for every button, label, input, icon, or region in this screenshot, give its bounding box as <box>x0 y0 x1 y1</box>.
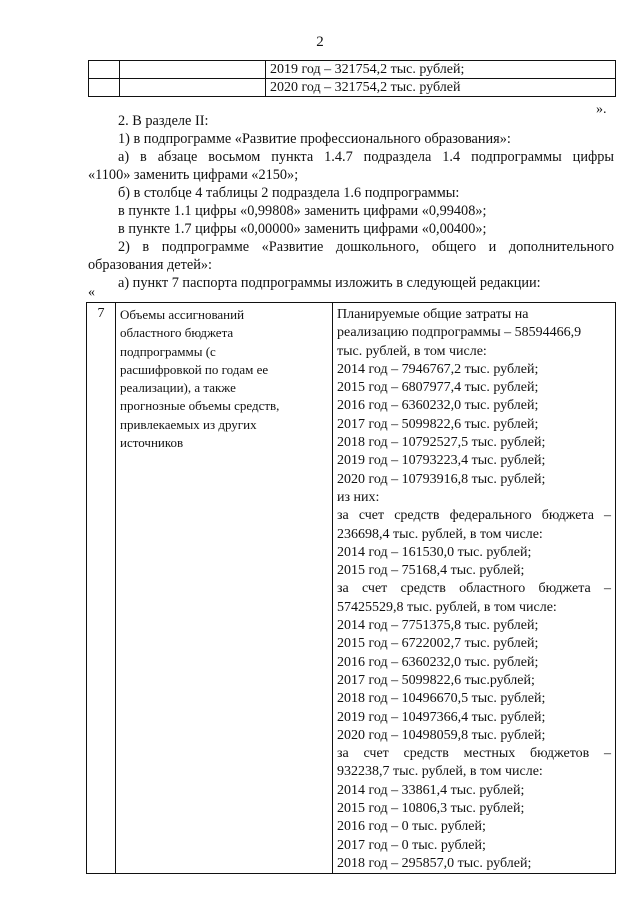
funding-line: 2019 год – 10793223,4 тыс. рублей; <box>337 453 546 469</box>
description-line: привлекаемых из других <box>120 416 257 432</box>
funding-line: 2018 год – 10792527,5 тыс. рублей; <box>337 435 546 451</box>
description-line: Объемы ассигнований <box>120 307 245 322</box>
closing-quote: ». <box>596 102 607 117</box>
table-cell-empty <box>120 79 266 97</box>
funding-line: 2016 год – 0 тыс. рублей; <box>337 819 486 835</box>
funding-description-cell <box>116 303 333 874</box>
funding-line: 2017 год – 5099822,6 тыс.рублей; <box>337 672 535 688</box>
funding-line: 2015 год – 6722002,7 тыс. рублей; <box>337 636 539 652</box>
paragraph: а) пункт 7 паспорта подпрограммы изложить в следующей редакции: <box>118 275 541 291</box>
paragraph: 2) в подпрограмме «Развитие дошкольного, общего и дополнительного <box>118 239 614 255</box>
paragraph: 2. В разделе II: <box>118 113 209 129</box>
funding-line: за счет средств федерального бюджета – <box>337 508 611 524</box>
paragraph: в пункте 1.7 цифры «0,00000» заменить цифрами «0,00400»; <box>118 221 487 237</box>
funding-line: 2014 год – 7946767,2 тыс. рублей; <box>337 361 539 377</box>
funding-line: Планируемые общие затраты на <box>337 307 529 322</box>
passport-table <box>86 302 616 874</box>
table-cell-empty <box>89 61 120 79</box>
funding-line: 2015 год – 10806,3 тыс. рублей; <box>337 801 525 817</box>
paragraph: в пункте 1.1 цифры «0,99808» заменить цифрами «0,99408»; <box>118 203 487 219</box>
paragraph: б) в столбце 4 таблицы 2 подраздела 1.6 подпрограммы: <box>118 185 460 201</box>
funding-line: 932238,7 тыс. рублей, в том числе: <box>337 764 543 780</box>
paragraph: а) в абзаце восьмом пункта 1.4.7 подраздела 1.4 подпрограммы цифры <box>118 149 614 165</box>
paragraph: 1) в подпрограмме «Развитие профессионального образования»: <box>118 131 511 147</box>
funding-line: за счет средств областного бюджета – <box>337 581 611 597</box>
funding-line: 2020 год – 10498059,8 тыс. рублей; <box>337 727 546 743</box>
funding-line: реализацию подпрограммы – 58594466,9 <box>337 325 582 341</box>
funding-line: 2014 год – 161530,0 тыс. рублей; <box>337 544 532 560</box>
funding-line: 2017 год – 0 тыс. рублей; <box>337 837 486 853</box>
description-line: подпрограммы (с <box>120 343 216 359</box>
continuation-table <box>88 60 616 97</box>
row-number: 7 <box>87 303 116 874</box>
page-number: 2 <box>316 34 324 50</box>
description-line: источников <box>120 435 184 451</box>
funding-line: 2017 год – 5099822,6 тыс. рублей; <box>337 416 539 432</box>
table-cell-values <box>266 61 616 79</box>
funding-line: 236698,4 тыс. рублей, в том числе: <box>337 526 543 542</box>
funding-line: 57425529,8 тыс. рублей, в том числе: <box>337 599 557 615</box>
funding-line: тыс. рублей, в том числе: <box>337 343 487 359</box>
funding-line: 2018 год – 10496670,5 тыс. рублей; <box>337 691 546 707</box>
funding-line: за счет средств местных бюджетов – <box>337 746 611 762</box>
funding-line: из них: <box>337 489 380 505</box>
table-row <box>89 79 616 97</box>
description-line: реализации), а также <box>120 380 236 396</box>
funding-line: 2014 год – 7751375,8 тыс. рублей; <box>337 618 539 634</box>
description-line: расшифровкой по годам ее <box>120 361 269 377</box>
paragraph: образования детей»: <box>88 257 212 273</box>
funding-line: 2016 год – 6360232,0 тыс. рублей; <box>337 654 539 670</box>
paragraph: «1100» заменить цифрами «2150»; <box>88 167 299 183</box>
funding-values-cell <box>333 303 616 874</box>
funding-line: 2016 год – 6360232,0 тыс. рублей; <box>337 398 539 414</box>
value-line: 2019 год – 321754,2 тыс. рублей; <box>270 62 465 77</box>
funding-line: 2018 год – 295857,0 тыс. рублей; <box>337 855 532 871</box>
table-row <box>89 61 616 79</box>
funding-line: 2020 год – 10793916,8 тыс. рублей; <box>337 471 546 487</box>
funding-line: 2015 год – 6807977,4 тыс. рублей; <box>337 380 539 396</box>
table-cell-empty <box>120 61 266 79</box>
table-row <box>87 303 616 874</box>
value-line: 2020 год – 321754,2 тыс. рублей <box>270 80 461 95</box>
funding-line: 2015 год – 75168,4 тыс. рублей; <box>337 563 525 579</box>
description-line: прогнозные объемы средств, <box>120 398 280 414</box>
amendment-text <box>88 112 614 292</box>
opening-quote: « <box>88 285 95 300</box>
funding-line: 2014 год – 33861,4 тыс. рублей; <box>337 782 525 798</box>
table-cell-values <box>266 79 616 97</box>
table-cell-empty <box>89 79 120 97</box>
description-line: областного бюджета <box>120 325 234 341</box>
funding-line: 2019 год – 10497366,4 тыс. рублей; <box>337 709 546 725</box>
